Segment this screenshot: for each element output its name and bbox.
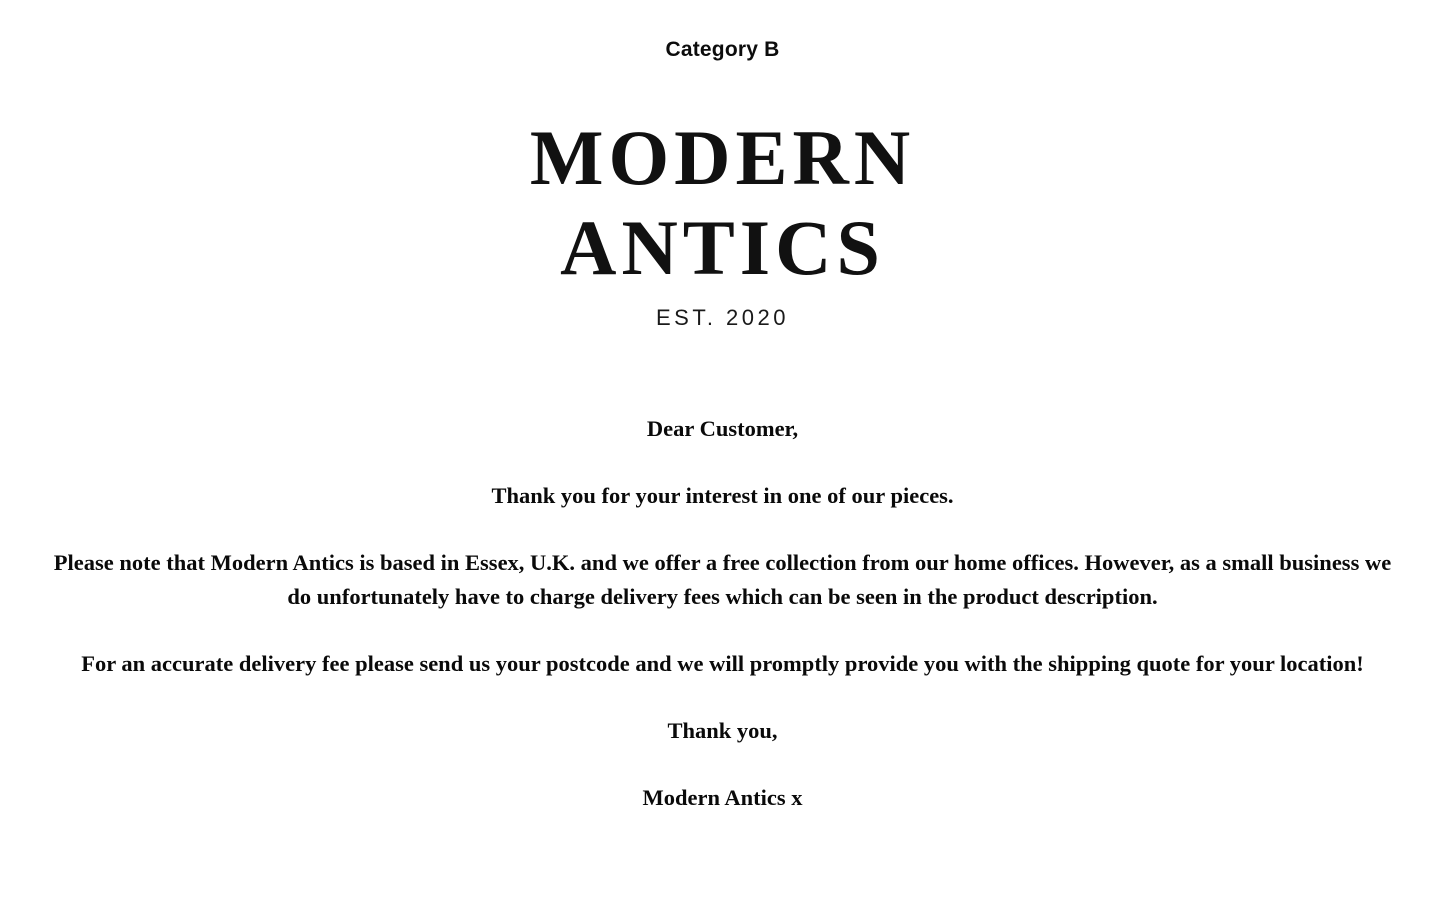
letter-thanks: Thank you for your interest in one of our pieces. [491,483,954,508]
letter-salutation: Dear Customer, [646,416,799,441]
page-title: Category B [665,38,780,61]
letter-quote-note: For an accurate delivery fee please send us your postcode and we will promptly provide you with the shipping quote for your location! [81,651,1364,676]
letter-body [44,412,1401,848]
letter-closing: Thank you, [667,718,778,743]
logo-established-text: EST. 2020 [655,304,789,330]
logo-line-modern: MODERN [529,114,916,201]
brand-logo [0,114,1445,331]
letter-location-note: Please note that Modern Antics is based in Essex, U.K. and we offer a free collection from our home offices. However, as a small business we do unfortunately have to charge delivery fees which can be seen in the product description. [53,550,1392,609]
logo-line-antics: ANTICS [560,204,885,292]
letter-signature: Modern Antics x [642,785,803,810]
